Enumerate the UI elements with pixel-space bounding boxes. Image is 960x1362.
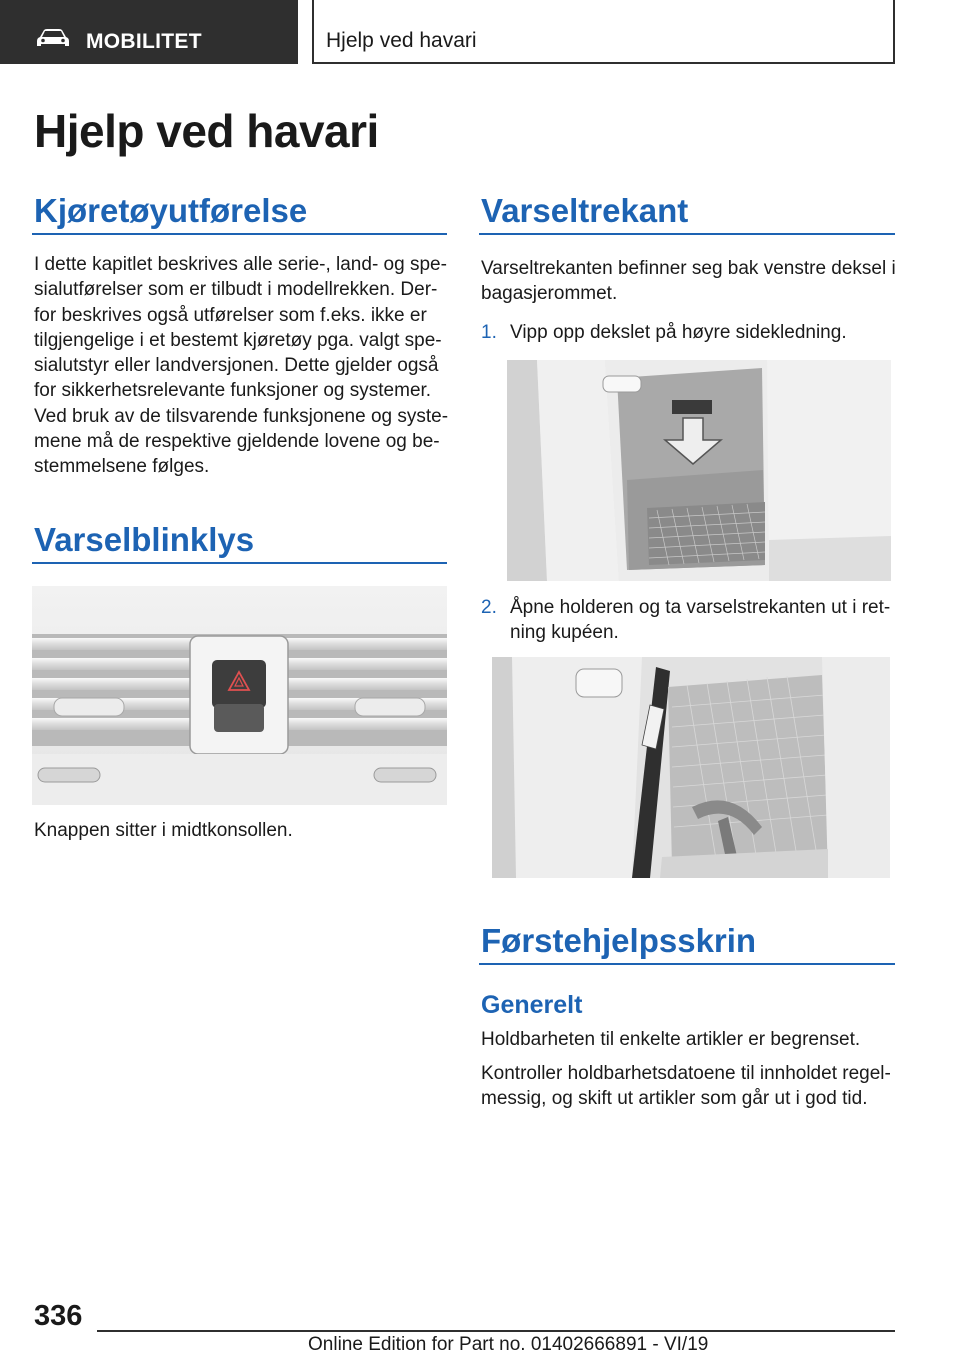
text-line: Kontroller holdbarhetsdatoene til innholdet regel- [481, 1063, 891, 1084]
text-line: Åpne holderen og ta varselstrekanten ut i ret- [510, 597, 891, 618]
step-2 [481, 595, 901, 647]
section-tab [0, 0, 298, 64]
text-line: for beskrives også utførelser som f.eks. ikke er [34, 304, 427, 326]
heading-forstehjelpsskrin: Førstehjelpsskrin [481, 922, 757, 959]
kjoretoy-paragraph [34, 252, 454, 480]
page-number: 336 [34, 1300, 83, 1332]
heading-kjoretoyutforelse: Kjøretøyutførelse [34, 192, 308, 229]
step-number: 1. [481, 322, 497, 343]
text-line: messig, og skift ut artikler som går ut i god tid. [481, 1088, 868, 1110]
heading-varseltrekant: Varseltrekant [481, 192, 689, 229]
text-line: Ved bruk av de tilsvarende funksjonene og syste- [34, 405, 449, 427]
text-line: Varseltrekanten befinner seg bak venstre deksel i [481, 258, 896, 279]
heading-rule [479, 963, 895, 965]
text-line: for sikkerhetsrelevante funksjoner og systemer. [34, 380, 432, 402]
section-label: MOBILITET [86, 30, 202, 53]
step-text [510, 595, 890, 646]
heading-varselblinklys: Varselblinklys [34, 521, 255, 558]
edition-info: Online Edition for Part no. 01402666891 - VI/19 [308, 1334, 709, 1355]
forstehjelp-para1: Holdbarheten til enkelte artikler er begrenset. [481, 1029, 861, 1050]
varseltrekant-intro [481, 256, 901, 307]
page-title: Hjelp ved havari [34, 105, 379, 157]
chapter-header [312, 0, 895, 64]
forstehjelp-para2 [481, 1061, 901, 1112]
heading-rule [32, 233, 447, 235]
heading-rule [479, 233, 895, 235]
step-1 [481, 320, 901, 346]
heading-rule [32, 562, 447, 564]
text-line: stemmelsene følges. [34, 456, 210, 478]
hazard-switch-image [32, 586, 447, 805]
hazard-caption: Knappen sitter i midtkonsollen. [34, 820, 293, 841]
footer-rule [97, 1330, 895, 1332]
car-icon [36, 28, 70, 48]
text-line: tilgjengelige i et bestemt kjøretøy pga. valgt spe- [34, 329, 442, 351]
text-line: bagasjerommet. [481, 283, 618, 305]
text-line: ning kupéen. [510, 622, 619, 644]
side-panel-image [507, 360, 891, 581]
chapter-label: Hjelp ved havari [326, 29, 477, 52]
step-number: 2. [481, 597, 497, 618]
text-line: sialutstyr eller landversjonen. Dette gjelder også [34, 355, 439, 377]
text-line: mene må de respektive gjeldende lovene og be- [34, 431, 440, 453]
subheading-generelt: Generelt [481, 991, 583, 1019]
text-line: sialutførelser som er tilbudt i modellrekken. Der- [34, 279, 438, 301]
triangle-holder-image [492, 657, 890, 878]
text-line: I dette kapitlet beskrives alle serie-, land- og spe- [34, 254, 447, 275]
step-text: Vipp opp dekslet på høyre sidekledning. [510, 322, 847, 343]
